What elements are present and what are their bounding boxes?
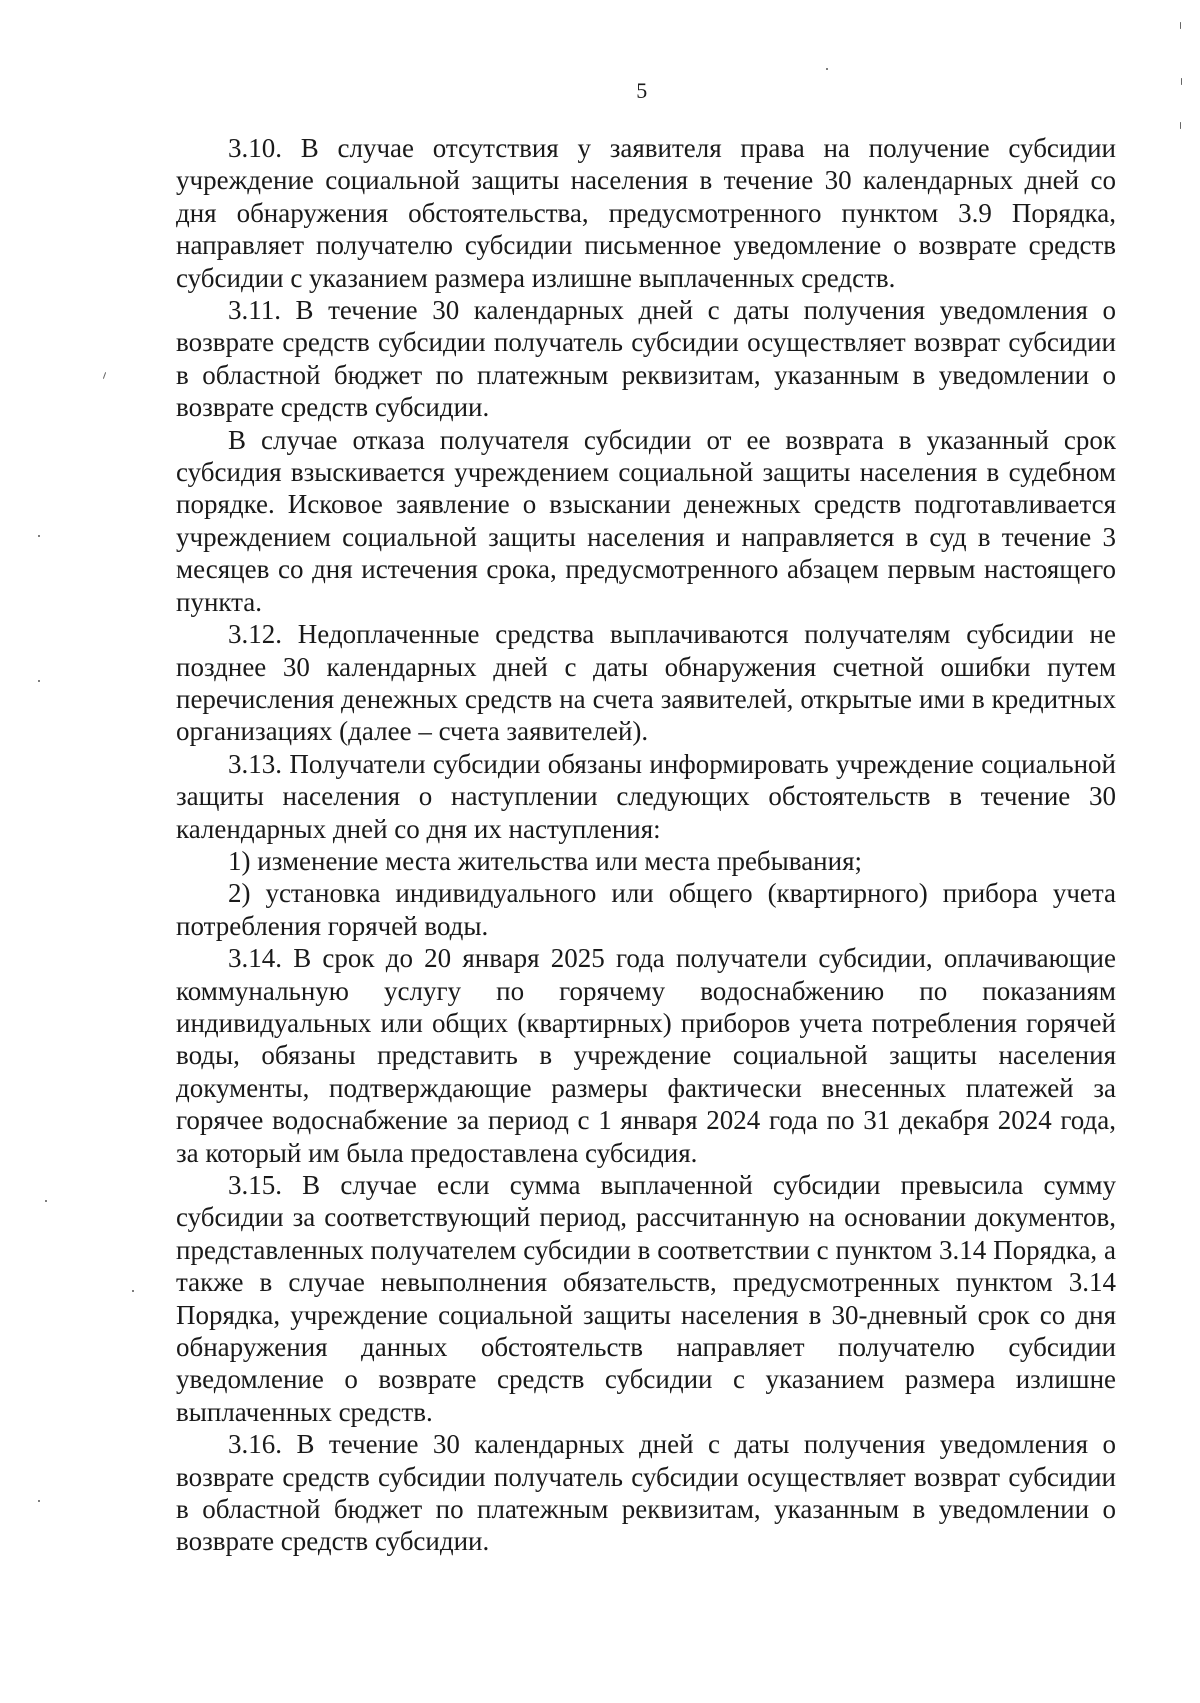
paragraph-3-15: 3.15. В случае если сумма выплаченной субсидии превысила сумму субсидии за соответствующий период, рассчитанную на основании документов, представленных получателем субсидии в соответствии с пунктом 3.14 Порядка, а также в случае невыполнения обязательств, предусмотренных пунктом 3.14 Порядка, учреждение социальной защиты населения в 30-дневный срок со дня обнаружения данных обстоятельств направляет получателю субсидии уведомление о возврате средств субсидии с указанием размера излишне выплаченных средств. bbox=[176, 1170, 1116, 1427]
paragraph-3-16: 3.16. В течение 30 календарных дней с даты получения уведомления о возврате средств субсидии получатель субсидии осуществляет возврат субсидии в областной бюджет по платежным реквизитам, указанным в уведомлении о возврате средств субсидии. bbox=[176, 1429, 1116, 1557]
scan-speck bbox=[38, 680, 40, 682]
paragraph-3-13: 3.13. Получатели субсидии обязаны информировать учреждение социальной защиты населения о наступлении следующих обстоятельств в течение 30 календарных дней со дня их наступления: bbox=[176, 748, 1116, 844]
scan-speck bbox=[38, 1500, 40, 1502]
scan-speck bbox=[1180, 122, 1181, 129]
scan-speck bbox=[826, 68, 828, 70]
list-item-2: 2) установка индивидуального или общего (квартирного) прибора учета потребления горячей воды. bbox=[176, 878, 1116, 941]
scan-speck bbox=[132, 1290, 134, 1292]
paragraph-3-14: 3.14. В срок до 20 января 2025 года получатели субсидии, оплачивающие коммунальную услугу по горячему водоснабжению по показаниям индивидуальных или общих (квартирных) приборов учета потребления горячей воды, обязаны представить в учреждение социальной защиты населения документы, подтверждающие размеры фактически внесенных платежей за горячее водоснабжение за период с 1 января 2024 года по 31 декабря 2024 года, за который им была предоставлена субсидия. bbox=[176, 943, 1116, 1168]
page-number: 5 bbox=[636, 78, 648, 103]
paragraph-3-12: 3.12. Недоплаченные средства выплачиваются получателям субсидии не позднее 30 календарных дней с даты обнаружения счетной ошибки путем перечисления денежных средств на счета заявителей, открытые ими в кредитных организациях (далее – счета заявителей). bbox=[176, 619, 1116, 747]
scan-speck bbox=[1180, 22, 1181, 29]
paragraph-3-11: 3.11. В течение 30 календарных дней с даты получения уведомления о возврате средств субсидии получатель субсидии осуществляет возврат субсидии в областной бюджет по платежным реквизитам, указанным в уведомлении о возврате средств субсидии. bbox=[176, 295, 1116, 423]
scan-speck bbox=[103, 372, 106, 379]
scan-speck bbox=[45, 1200, 47, 1202]
paragraph-3-10: 3.10. В случае отсутствия у заявителя права на получение субсидии учреждение социальной защиты населения в течение 30 календарных дней со дня обнаружения обстоятельства, предусмотренного пунктом 3.9 Порядка, направляет получателю субсидии письменное уведомление о возврате средств субсидии с указанием размера излишне выплаченных средств. bbox=[176, 133, 1116, 293]
paragraph-3-11-refusal: В случае отказа получателя субсидии от ее возврата в указанный срок субсидия взыскивается учреждением социальной защиты населения в судебном порядке. Исковое заявление о взыскании денежных средств подготавливается учреждением социальной защиты населения и направляется в суд в течение 3 месяцев со дня истечения срока, предусмотренного абзацем первым настоящего пункта. bbox=[176, 424, 1116, 617]
document-body bbox=[176, 132, 1116, 1558]
scan-speck bbox=[38, 535, 40, 537]
scan-speck bbox=[1181, 78, 1182, 85]
list-item-1: 1) изменение места жительства или места пребывания; bbox=[228, 845, 862, 876]
